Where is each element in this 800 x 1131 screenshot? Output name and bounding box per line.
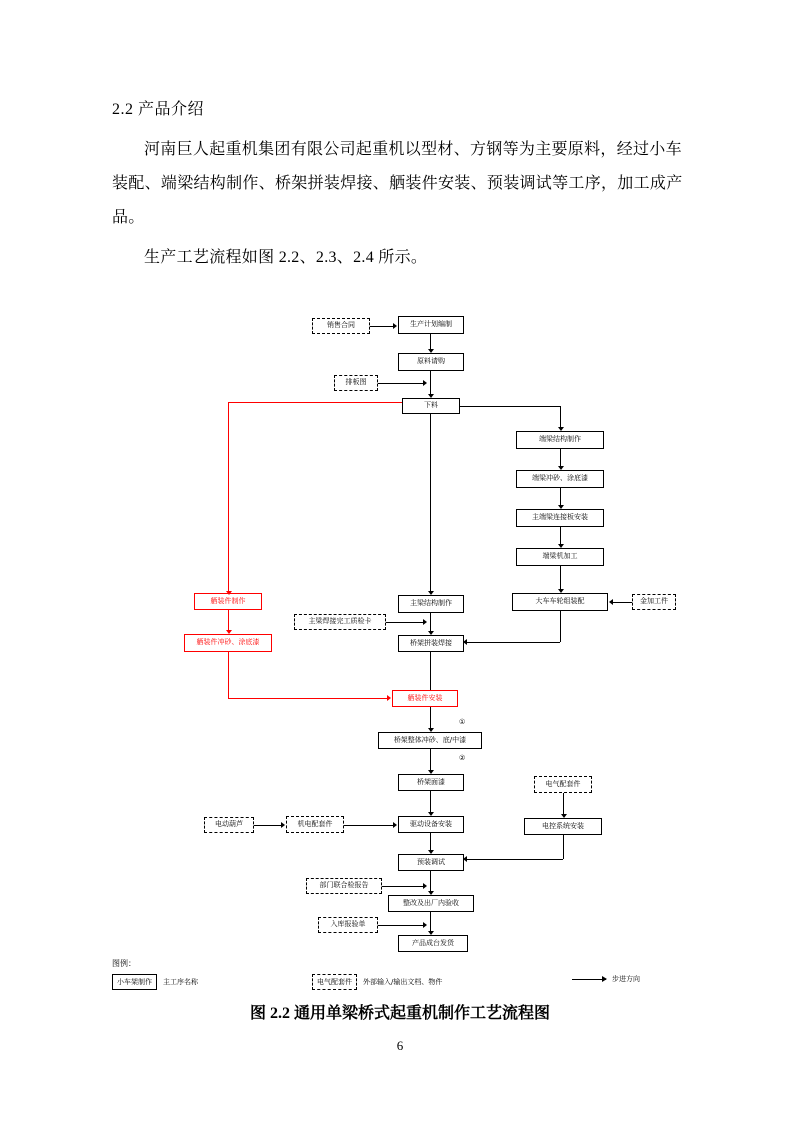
node-pre-assembly-test: 预装调试 xyxy=(398,854,464,871)
connector-wheel-to-bridge xyxy=(467,642,560,643)
marker-circle-1: ① xyxy=(459,718,466,726)
legend-process-label: 主工序名称 xyxy=(163,978,198,986)
node-wheel-assembly: 大车车轮组装配 xyxy=(512,593,608,611)
legend-process xyxy=(112,974,198,990)
connector-card-to-bridge xyxy=(386,622,424,623)
node-electrical-system-install: 电控系统安装 xyxy=(524,818,602,835)
connector-hoist-to-mech xyxy=(254,825,282,826)
node-fitting-manufacture: 舾装件制作 xyxy=(194,593,262,610)
node-outsourced-parts: 金加工件 xyxy=(632,594,676,610)
connector-wheel-down xyxy=(560,611,561,642)
arrowhead-outsourced-to-wheel xyxy=(609,599,613,605)
page-number: 6 xyxy=(396,1038,404,1053)
connector-elec-parts-to-system xyxy=(563,793,564,815)
paragraph-product-intro: 河南巨人起重机集团有限公司起重机以型材、方钢等为主要原料，经过小车装配、端梁结构制作、桥架拼装焊接、舾装件安装、预装调试等工序，加工成产品。 xyxy=(112,141,683,226)
node-inspection-report: 部门联合检报告 xyxy=(306,878,382,894)
node-main-beam-structure: 主梁结构制作 xyxy=(398,595,464,613)
node-electric-hoist: 电动葫芦 xyxy=(204,817,254,833)
node-end-beam-structure: 端梁结构制作 xyxy=(516,431,604,449)
legend-external-label: 外部输入/输出文档、物件 xyxy=(363,978,443,986)
node-end-beam-blast-primer: 端梁冲砂、涂底漆 xyxy=(516,470,604,488)
connector-install-to-blast xyxy=(430,707,431,729)
connector-blast-to-plate xyxy=(560,488,561,506)
legend-arrow-label: 步进方向 xyxy=(612,975,640,983)
section-heading: 2.2 产品介绍 xyxy=(112,101,205,118)
connector-inspection-to-rectify xyxy=(382,886,424,887)
arrowhead-hoist-to-mech xyxy=(281,822,285,828)
node-end-beam-machining: 端梁机加工 xyxy=(516,548,604,566)
node-bridge-blast-mid-paint: 桥架整体冲砂、底/中漆 xyxy=(378,732,482,749)
arrowhead-sales-to-plan xyxy=(393,323,397,329)
arrowhead-card-to-bridge xyxy=(423,619,427,625)
node-electrical-parts: 电气配套件 xyxy=(534,776,592,793)
connector-cutting-right-down xyxy=(560,406,561,428)
connector-endbeam-to-blast xyxy=(560,449,561,467)
connector-toppaint-to-drive xyxy=(430,791,431,813)
connector-fitting-blast-down xyxy=(228,652,229,698)
connector-cutting-to-mainbeam xyxy=(430,414,431,592)
node-fitting-install: 舾装件安装 xyxy=(392,690,458,707)
node-sales-contract: 销售合同 xyxy=(312,318,370,334)
connector-nesting-to-main xyxy=(378,383,424,384)
connector-cutting-right xyxy=(460,406,560,407)
document-text-block xyxy=(112,96,688,275)
node-nesting-drawing: 排板图 xyxy=(334,375,378,391)
node-main-end-beam-plate: 主端梁连接板安装 xyxy=(516,509,604,527)
legend-external xyxy=(312,974,442,990)
connector-elec-to-pretest xyxy=(467,859,563,860)
connector-plate-to-machining xyxy=(560,527,561,545)
arrowhead-fitting-to-install xyxy=(387,695,391,701)
node-production-plan: 生产计划编制 xyxy=(398,316,464,334)
legend-arrow-icon xyxy=(572,979,606,980)
node-drive-equipment-install: 驱动设备安装 xyxy=(398,816,464,833)
legend-external-box: 电气配套件 xyxy=(312,974,357,990)
connector-pretest-to-rectify xyxy=(430,871,431,892)
node-finished-product-ship: 产品成台发货 xyxy=(398,935,468,952)
arrowhead-nesting-to-main xyxy=(423,380,427,386)
connector-rectify-to-ship xyxy=(430,912,431,932)
connector-drive-to-pretest xyxy=(430,833,431,851)
arrowhead-cutting-to-fitting xyxy=(226,591,232,595)
node-warehouse-report: 入库报验单 xyxy=(318,917,378,933)
node-cutting: 下料 xyxy=(402,398,460,414)
connector-outsourced-to-wheel xyxy=(613,602,632,603)
arrowhead-warehouse-to-ship xyxy=(423,922,427,928)
legend-process-box: 小车架制作 xyxy=(112,974,157,990)
connector-fitting-to-install xyxy=(228,698,388,699)
connector-plan-to-material xyxy=(430,334,431,350)
connector-elec-system-down xyxy=(563,835,564,859)
node-fitting-blast-primer: 舾装件冲砂、涂底漆 xyxy=(184,634,272,652)
node-bridge-top-paint: 桥架面漆 xyxy=(398,774,464,791)
connector-mech-to-drive xyxy=(344,825,394,826)
node-rectify-factory-accept: 整改及出厂内验收 xyxy=(388,895,474,912)
node-bridge-assembly-weld: 桥架拼装焊接 xyxy=(398,635,464,652)
node-main-beam-process-card: 主梁焊接完工质检卡 xyxy=(294,614,386,630)
connector-fitting-manu-to-blast xyxy=(228,610,229,631)
process-flowchart xyxy=(112,310,688,1000)
connector-material-to-cutting xyxy=(430,371,431,395)
connector-machining-to-wheel xyxy=(560,566,561,590)
connector-bridge-to-install xyxy=(430,652,431,690)
connector-sales-to-plan xyxy=(370,326,394,327)
node-mechanical-parts: 机电配套件 xyxy=(286,816,344,833)
paragraph-process-ref: 生产工艺流程如图 2.2、2.3、2.4 所示。 xyxy=(144,249,428,266)
connector-mainbeam-to-bridge xyxy=(430,613,431,632)
arrowhead-inspection-to-rectify xyxy=(423,883,427,889)
node-material-preparation: 原料请购 xyxy=(398,353,464,371)
arrowhead-mech-to-drive xyxy=(393,822,397,828)
connector-blast-to-toppaint xyxy=(430,749,431,771)
connector-cutting-to-fitting-v xyxy=(228,402,229,594)
marker-circle-2: ② xyxy=(459,754,466,762)
legend-title: 图例： xyxy=(112,959,136,968)
connector-cutting-to-fitting-h xyxy=(228,402,402,403)
legend-direction xyxy=(572,974,640,984)
figure-caption: 图 2.2 通用单梁桥式起重机制作工艺流程图 xyxy=(249,1005,550,1022)
connector-warehouse-to-ship xyxy=(378,925,424,926)
